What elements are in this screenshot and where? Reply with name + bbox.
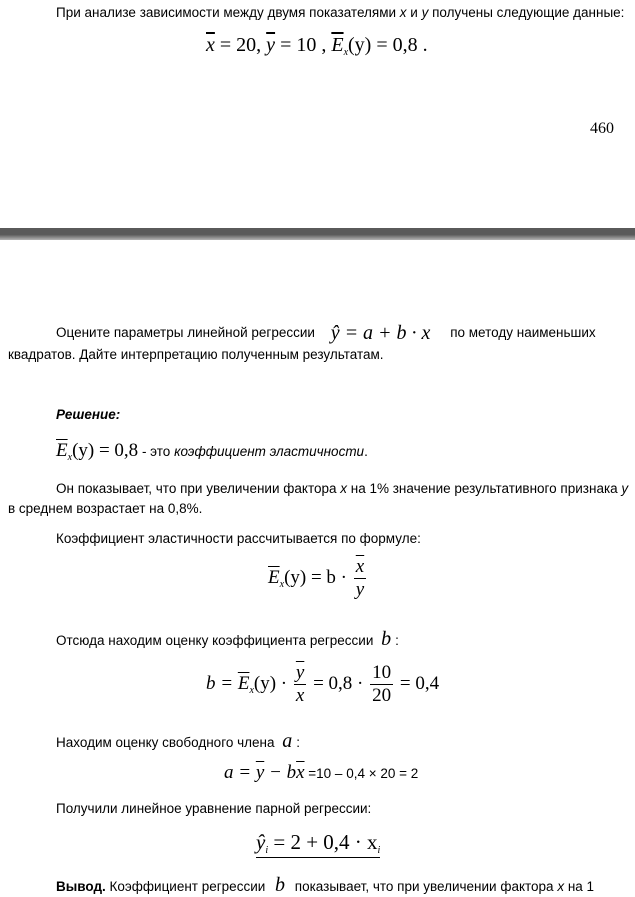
given-values-equation bbox=[206, 34, 428, 58]
elasticity-line bbox=[56, 442, 368, 467]
x-subscript: i bbox=[377, 845, 381, 856]
result-intro-text: Получили линейное уравнение парной регрессии: bbox=[56, 801, 372, 816]
intro-paragraph bbox=[56, 4, 624, 22]
conclusion-text: Коэффициент регрессии bbox=[105, 879, 270, 894]
formula1-lhs: (y) = b · bbox=[284, 566, 348, 588]
final-regression-equation bbox=[256, 830, 380, 856]
conclusion-text-end: на 1 bbox=[564, 879, 595, 894]
formula1-fraction bbox=[354, 556, 366, 601]
final-equation-rhs: = 2 + 0,4 · x bbox=[268, 830, 378, 854]
elasticity-dash: - это bbox=[138, 444, 175, 459]
formula2-denominator: x bbox=[295, 685, 305, 706]
formula2-eq: = 0,8 · bbox=[313, 672, 364, 694]
formula-intro-text: Коэффициент эластичности рассчитывается по формуле: bbox=[56, 531, 421, 546]
find-b-text: Отсюда находим оценку коэффициента регрессии bbox=[56, 633, 374, 648]
find-a-colon: : bbox=[296, 735, 300, 750]
elasticity-dot: . bbox=[364, 444, 368, 459]
y-mean-value: = 10 , bbox=[275, 34, 332, 56]
solution-heading: Решение: bbox=[56, 407, 121, 422]
find-a-text: Находим оценку свободного члена bbox=[56, 735, 275, 750]
formula1-numerator: $\overline{x}$ bbox=[355, 556, 365, 577]
x-mean-value: = 20, bbox=[214, 34, 267, 56]
var-x: x bbox=[399, 5, 407, 20]
formula1-denominator: y bbox=[355, 579, 365, 600]
formula3-y-mean: $\overline{y}$ bbox=[255, 762, 265, 783]
y-mean: $\overline{y}$ bbox=[266, 34, 276, 56]
elasticity-value: (y) = 0,8 . bbox=[348, 34, 428, 56]
task-text: Оцените параметры линейной регрессии bbox=[56, 325, 315, 340]
formula2-fraction-2 bbox=[370, 662, 393, 707]
interpretation-text: Он показывает, что при увеличении фактора bbox=[56, 481, 341, 496]
elasticity-value: (y) = 0,8 bbox=[72, 440, 139, 461]
b-calculation-formula: $b = \overline{E}_x(y)$ · $\frac{\overline{y}}{x}$ = 0,8 · $\frac{10}{20}$ = 0,4 bbox=[206, 662, 440, 706]
find-b-line bbox=[56, 630, 399, 650]
y-hat: ŷ bbox=[256, 830, 266, 854]
interpretation-text-mid: на 1% значение результативного признака bbox=[347, 481, 622, 496]
formula2-fraction-1 bbox=[294, 662, 306, 707]
elasticity-subscript: x bbox=[67, 452, 73, 463]
var-b: b bbox=[381, 628, 392, 650]
interpretation-line-2: в среднем возрастает на 0,8%. bbox=[8, 501, 203, 516]
formula3-lhs: a = bbox=[224, 762, 256, 783]
find-a-line bbox=[56, 732, 300, 752]
page-separator bbox=[0, 228, 635, 240]
formula3-x-mean: $\overline{x}$ bbox=[296, 762, 305, 783]
y-hat-subscript: i bbox=[265, 845, 269, 856]
var-y: y bbox=[421, 5, 429, 20]
task-line-2: квадратов. Дайте интерпретацию полученным результатам. bbox=[8, 347, 384, 362]
elasticity-formula: $\overline{E}_x(y) = b$ · $\frac{\overline{x}}{y}$ bbox=[268, 556, 365, 600]
page-number: 460 bbox=[590, 120, 614, 137]
formula2-lhs: b = bbox=[206, 672, 234, 694]
elasticity-symbol: $\overline{E}$ bbox=[56, 440, 68, 461]
conclusion-line bbox=[56, 876, 594, 896]
conclusion-text-mid: показывает, что при увеличении фактора bbox=[291, 879, 558, 894]
regression-formula: ŷ = a + b · x bbox=[330, 322, 431, 344]
formula2-mid: (y) · bbox=[253, 672, 288, 694]
intro-text-end: получены следующие данные: bbox=[428, 5, 625, 20]
formula2-denominator-2: 20 bbox=[372, 685, 392, 706]
intro-and: и bbox=[406, 5, 422, 20]
var-x: x bbox=[340, 481, 347, 496]
task-text-end: по методу наименьших bbox=[450, 325, 596, 340]
conclusion-label: Вывод. bbox=[56, 879, 106, 894]
elasticity-subscript: x bbox=[343, 47, 349, 58]
formula2-numerator: $\overline{y}$ bbox=[295, 662, 305, 683]
var-a: a bbox=[282, 730, 293, 752]
elasticity-term: коэффициент эластичности bbox=[174, 444, 365, 459]
formula3-calc: =10 – 0,4 × 20 = 2 bbox=[304, 766, 419, 781]
formula2-numerator-2: 10 bbox=[372, 662, 392, 683]
var-x: x bbox=[557, 879, 565, 894]
interpretation-line-1 bbox=[56, 480, 628, 498]
elasticity-symbol: $\overline{E}$ bbox=[331, 34, 344, 56]
find-b-colon: : bbox=[395, 633, 399, 648]
a-calculation-formula bbox=[224, 764, 418, 783]
formula3-minus-b: − b bbox=[264, 762, 297, 783]
x-mean: $\overline{x}$ bbox=[206, 34, 215, 56]
intro-text: При анализе зависимости между двумя показателями bbox=[56, 5, 400, 20]
formula2-result: = 0,4 bbox=[399, 672, 440, 694]
var-y: y bbox=[621, 481, 629, 496]
var-b: b bbox=[275, 874, 286, 896]
task-line-1 bbox=[56, 324, 596, 342]
